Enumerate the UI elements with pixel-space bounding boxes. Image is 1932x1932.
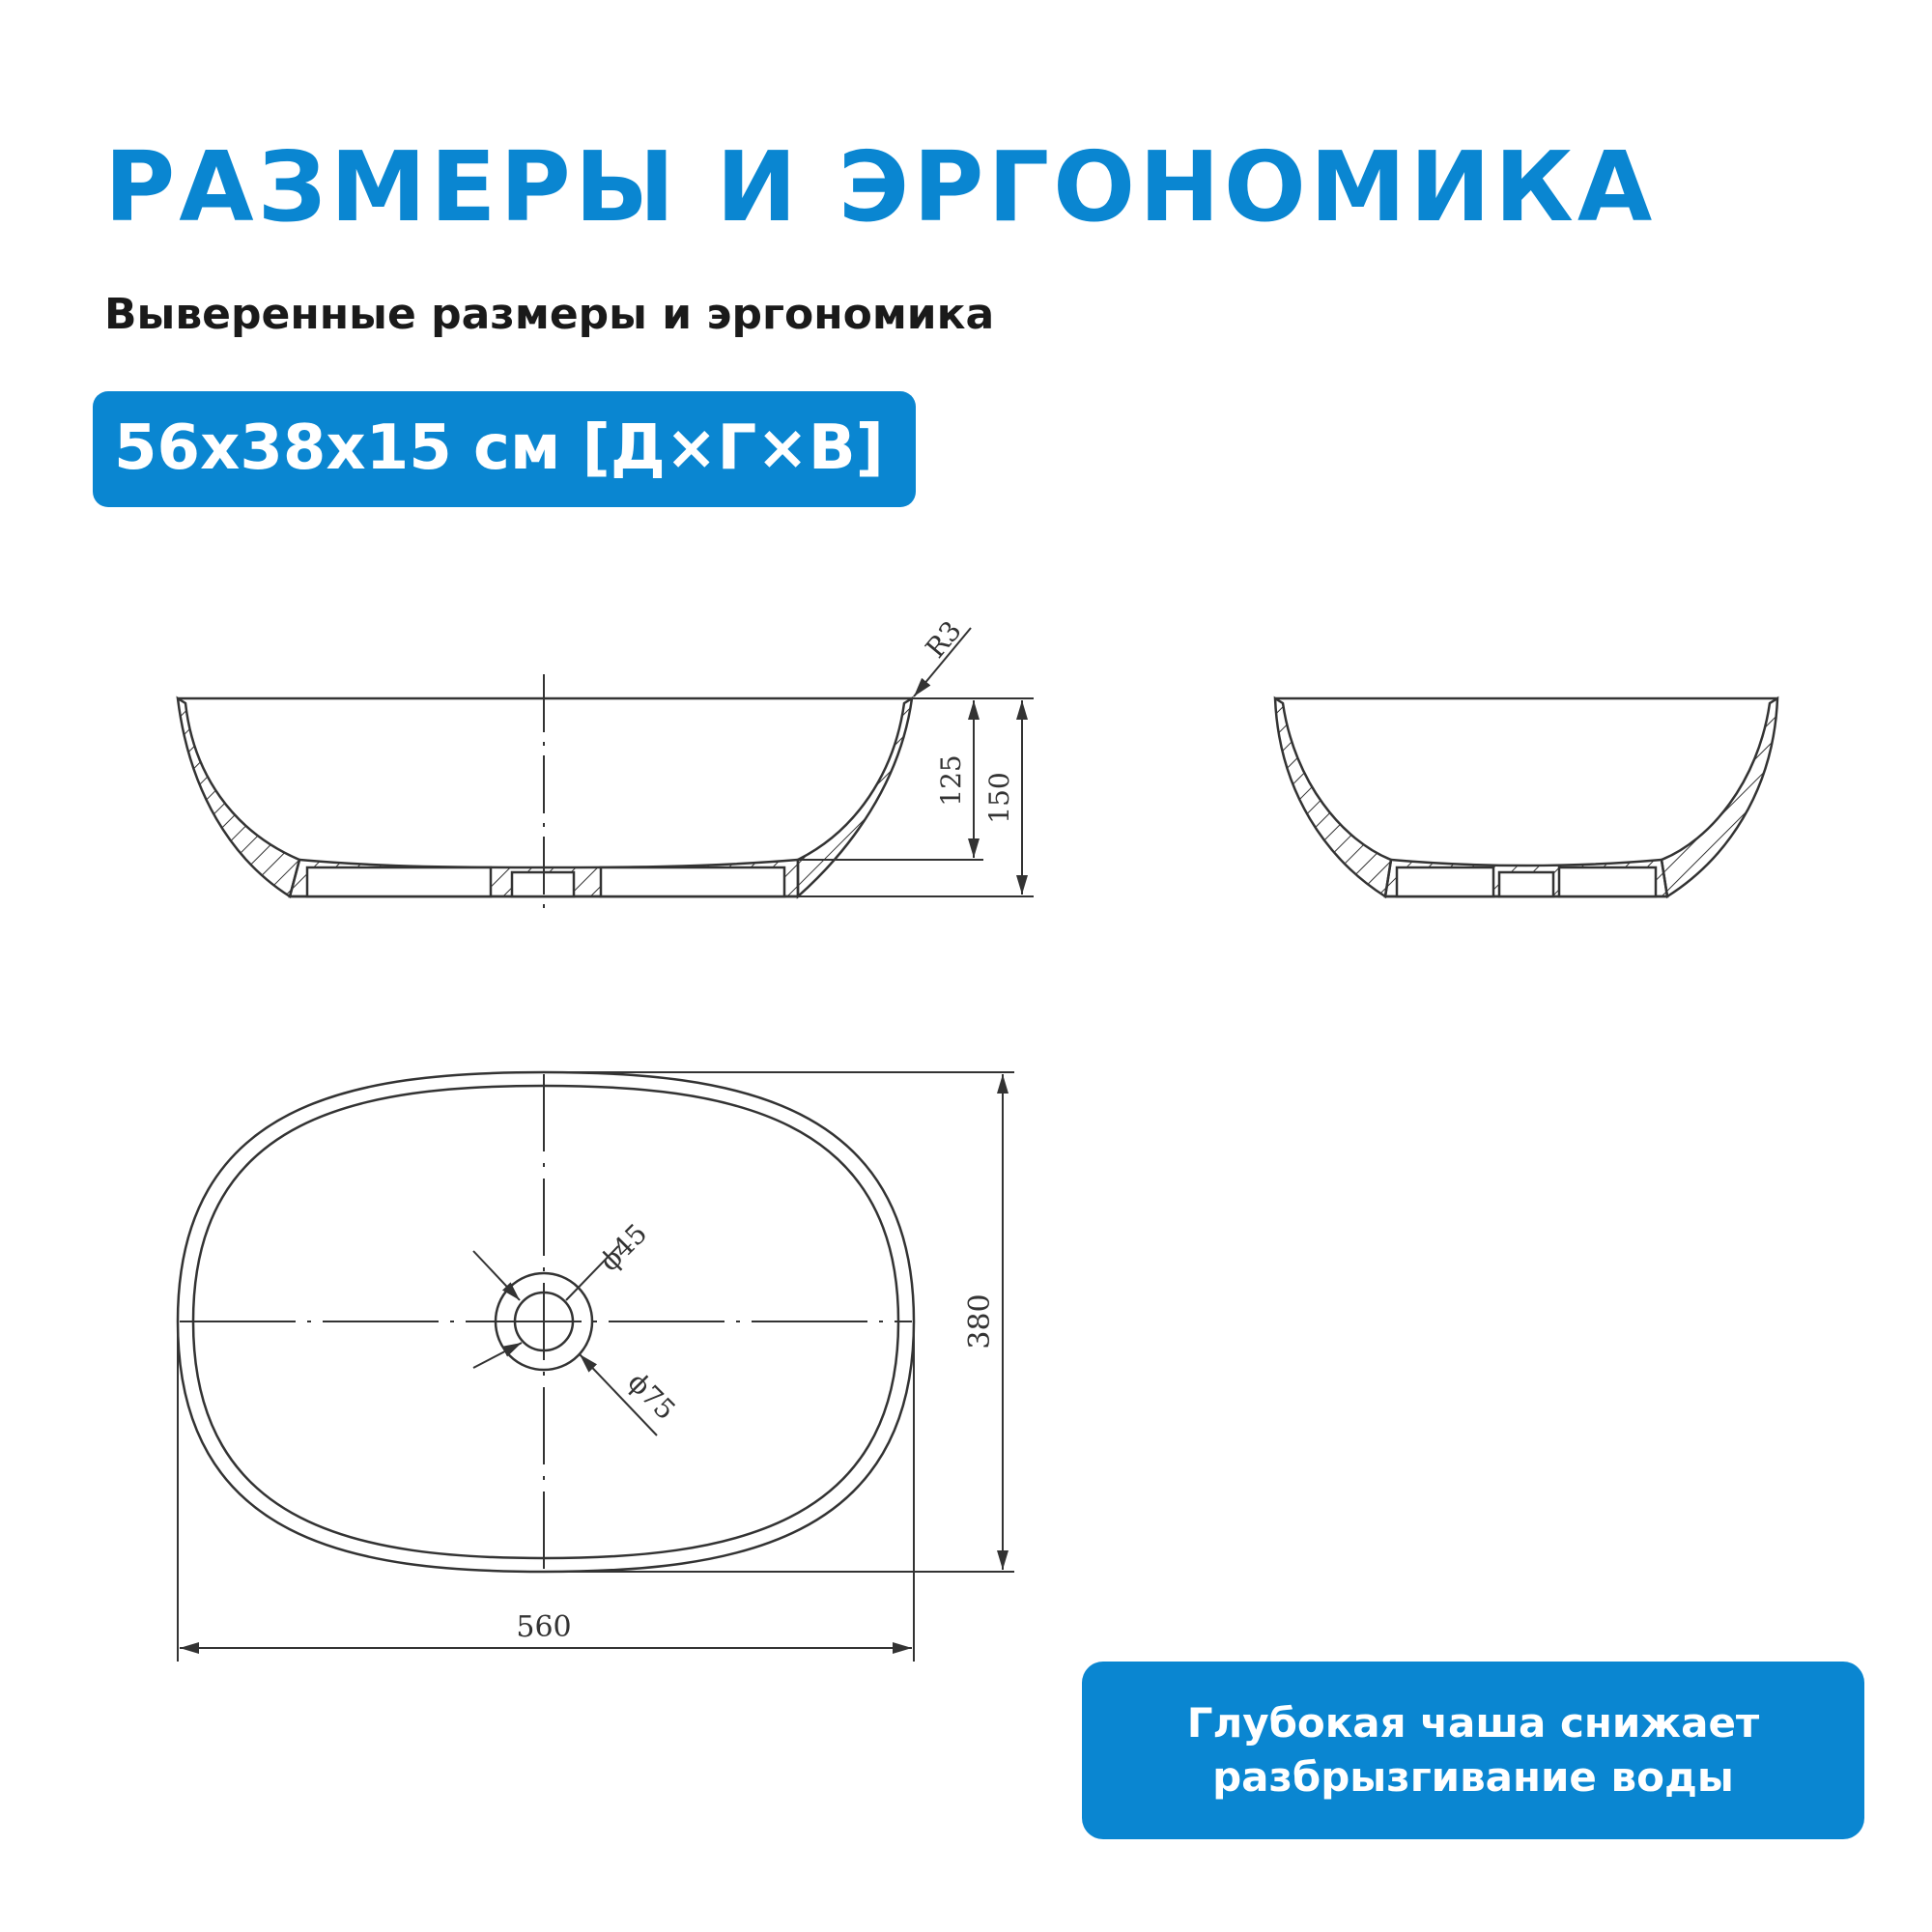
height-label: 150 [983,772,1015,824]
length-label: 560 [516,1610,572,1644]
top-view [178,1072,1014,1662]
page-subtitle: Выверенные размеры и эргономика [104,290,995,339]
inner-depth-label: 125 [935,754,967,807]
page-title: РАЗМЕРЫ И ЭРГОНОМИКА [104,130,1657,243]
dimensions-badge-label: 56х38х15 см [Д×Г×В] [114,412,884,484]
drain-inner-label: ϕ45 [593,1217,654,1278]
side-section-view [178,628,1034,918]
radius-label: R3 [919,614,968,665]
width-label: 380 [963,1293,997,1350]
feature-note-badge [1082,1662,1864,1839]
drain-outer-label: ϕ75 [621,1366,682,1427]
end-section-view [1275,698,1777,896]
feature-note-text: Глубокая чаша снижает разбрызгивание воды [1186,1699,1760,1801]
